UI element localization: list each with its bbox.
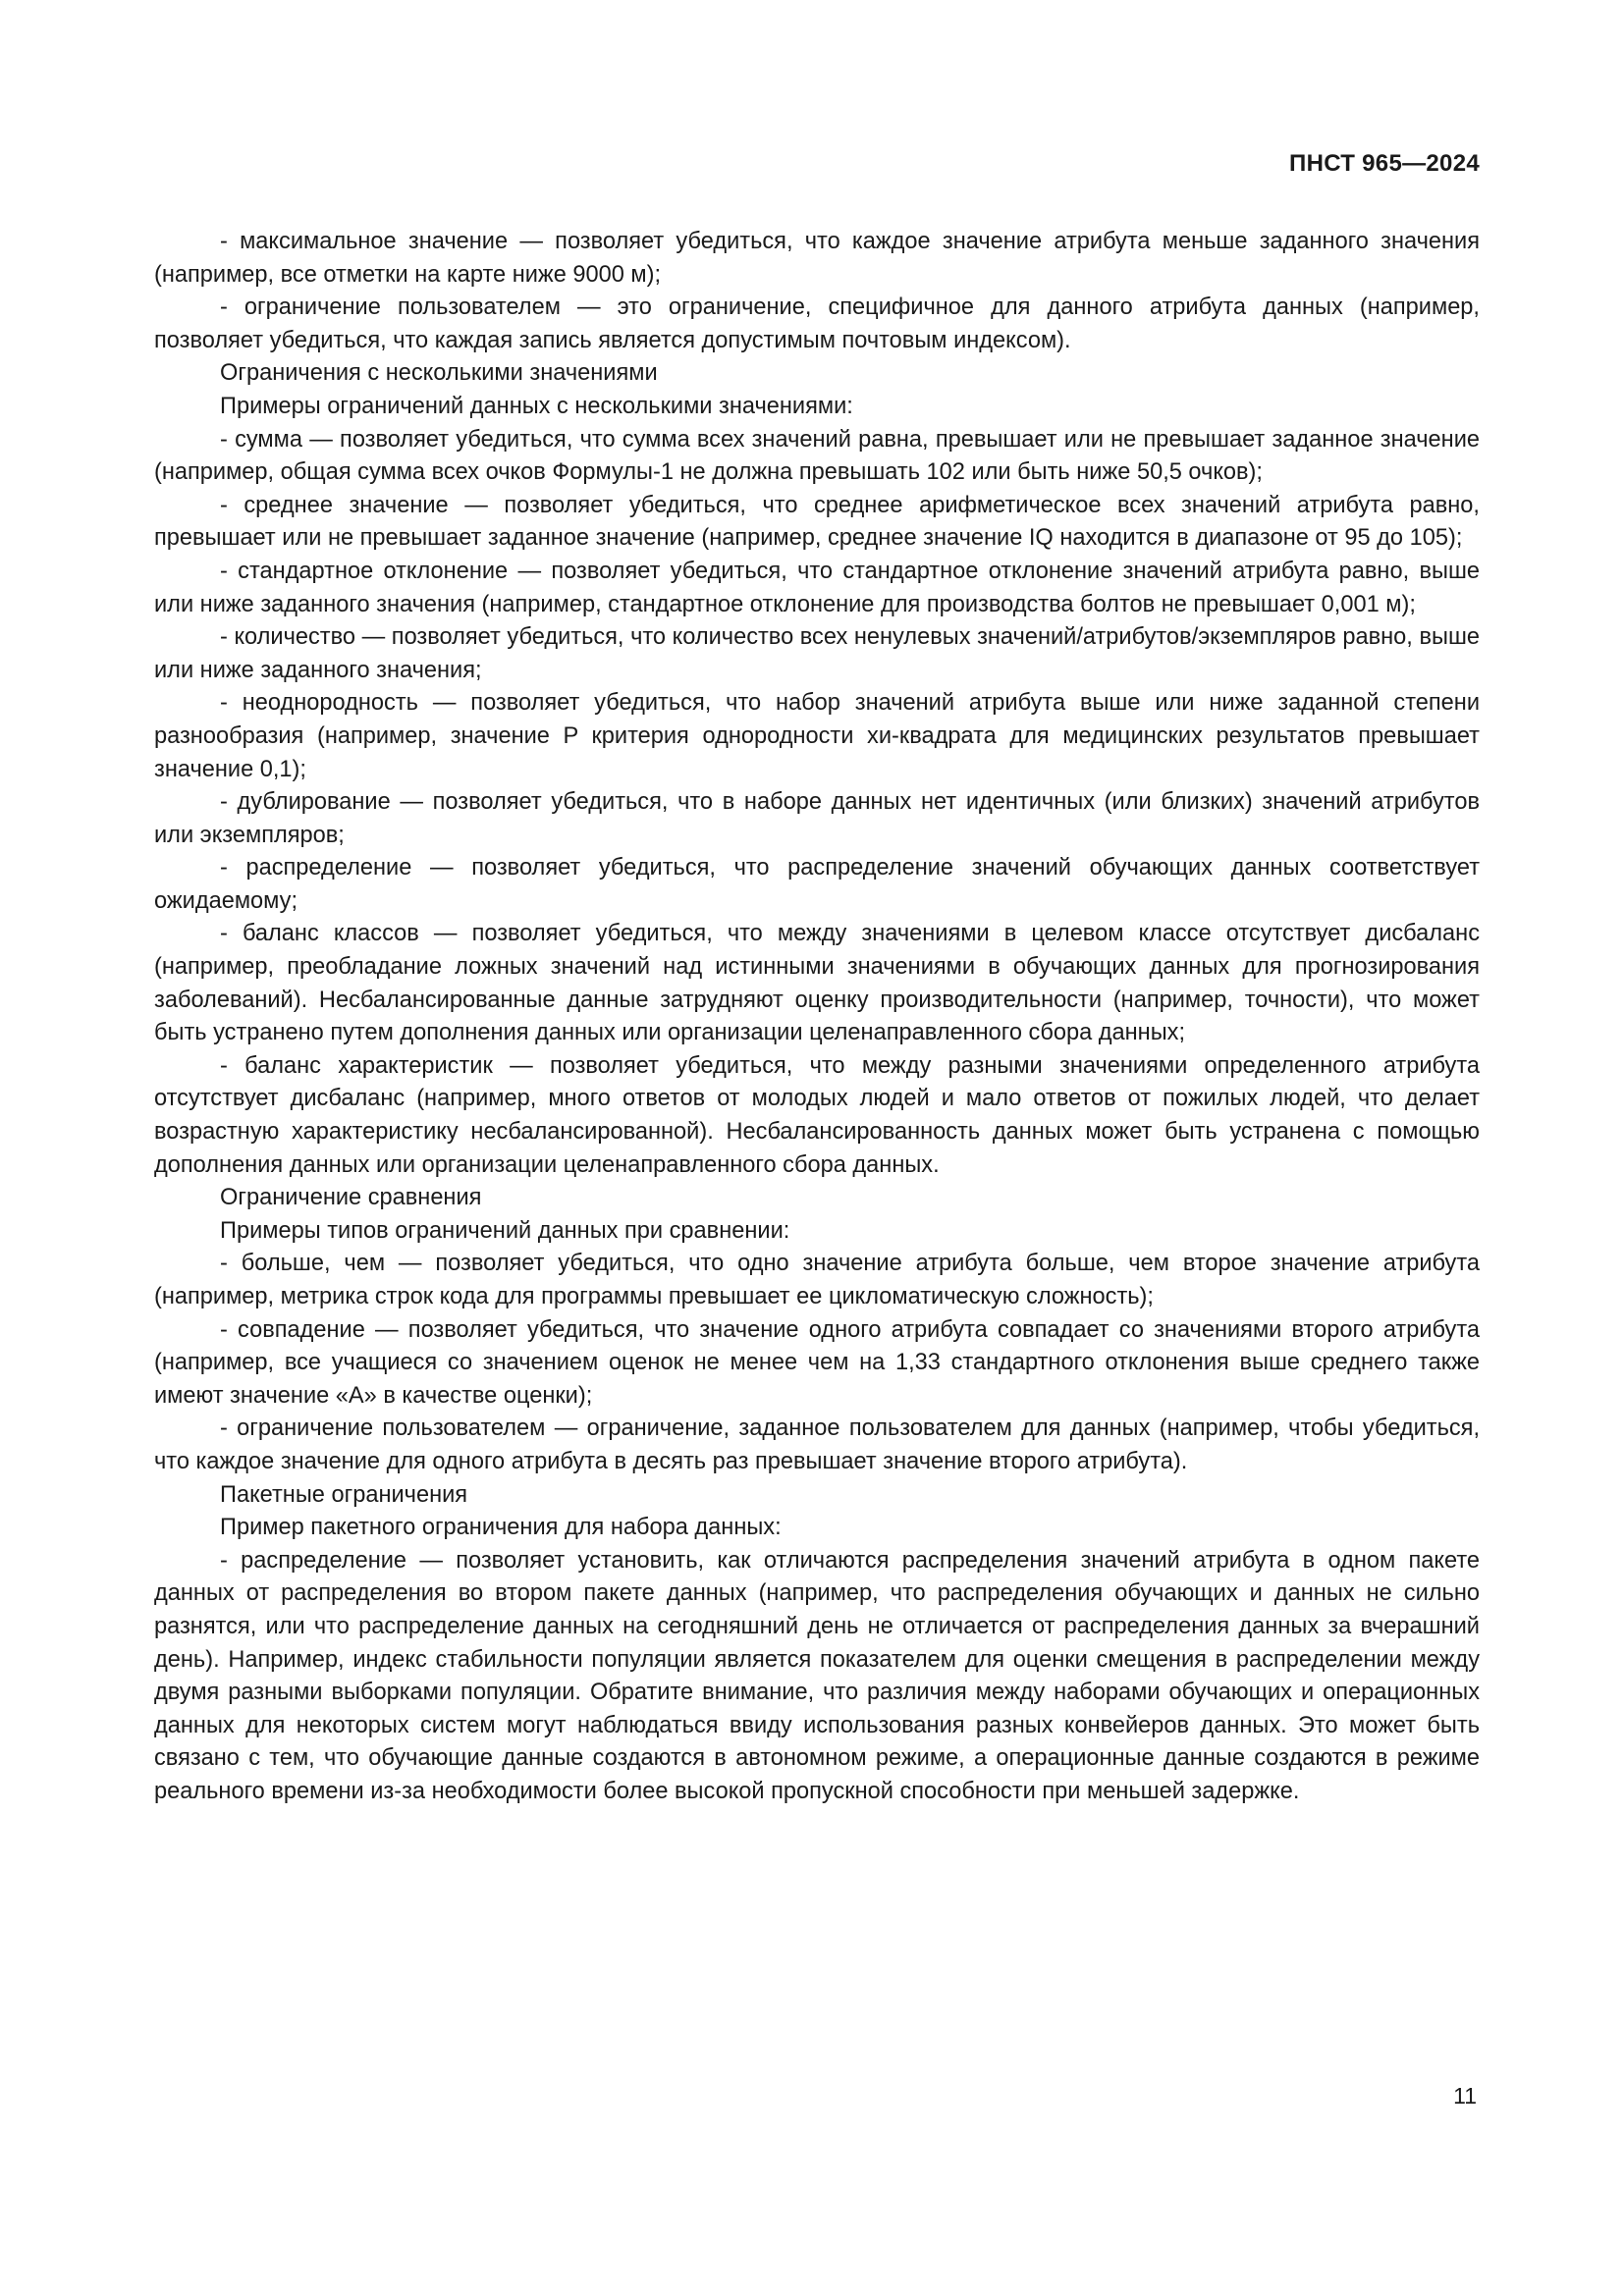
paragraph: - количество — позволяет убедиться, что количество всех ненулевых значений/атрибутов/экземпляров равно, выше или ниже заданного значения;	[154, 624, 1480, 683]
paragraph: - стандартное отклонение — позволяет убедиться, что стандартное отклонение значений атрибута равно, выше или ниже заданного значения (например, стандартное отклонение для производства болтов не превышает 0,001 м);	[154, 558, 1480, 617]
paragraph: - распределение — позволяет установить, как отличаются распределения значений атрибута в одном пакете данных от распределения во втором пакете данных (например, что распределения обучающих и данных не сильно разнятся, или что распределение данных на сегодняшний день не отличается от распределения данных за вчерашний день). Например, индекс стабильности популяции является показателем для оценки смещения в распределении между двумя разными выборками популяции. Обратите внимание, что различия между наборами обучающих и операционных данных для некоторых систем могут наблюдаться ввиду использования разных конвейеров данных. Это может быть связано с тем, что обучающие данные создаются в автономном режиме, а операционные данные создаются в режиме реального времени из-за необходимости более высокой пропускной способности при меньшей задержке.	[154, 1547, 1480, 1804]
paragraph: - баланс классов — позволяет убедиться, что между значениями в целевом классе отсутствует дисбаланс (например, преобладание ложных значений над истинными значениями в обучающих данных для прогнозирования заболеваний). Несбалансированные данные затрудняют оценку производительности (например, точности), что может быть устранено путем дополнения данных или организации целенаправленного сбора данных;	[154, 921, 1480, 1046]
page-number: 11	[1453, 2083, 1477, 2109]
section-heading: Пакетные ограничения	[220, 1481, 468, 1508]
paragraph: - баланс характеристик — позволяет убедиться, что между разными значениями определенного атрибута отсутствует дисбаланс (например, много ответов от молодых людей и мало ответов от пожилых людей, что делает возрастную характеристику несбалансированной). Несбалансированность данных может быть устранена с помощью дополнения данных или организации целенаправленного сбора данных.	[154, 1052, 1480, 1178]
section-heading: Ограничение сравнения	[220, 1185, 482, 1211]
paragraph: - среднее значение — позволяет убедиться, что среднее арифметическое всех значений атрибута равно, превышает или не превышает заданное значение (например, среднее значение IQ находится в диапазоне от 95 до 105);	[154, 492, 1480, 552]
paragraph: - ограничение пользователем — это ограничение, специфичное для данного атрибута данных (например, позволяет убедиться, что каждая запись является допустимым почтовым индексом).	[154, 294, 1480, 353]
paragraph: Пример пакетного ограничения для набора данных:	[220, 1515, 782, 1541]
paragraph: - распределение — позволяет убедиться, что распределение значений обучающих данных соответствует ожидаемому;	[154, 855, 1480, 914]
paragraph: - совпадение — позволяет убедиться, что значение одного атрибута совпадает со значениями второго атрибута (например, все учащиеся со значением оценок не менее чем на 1,33 стандартного отклонения выше среднего также имеют значение «А» в качестве оценки);	[154, 1316, 1480, 1409]
section-heading: Ограничения с несколькими значениями	[220, 360, 658, 387]
paragraph: - дублирование — позволяет убедиться, что в наборе данных нет идентичных (или близких) значений атрибутов или экземпляров;	[154, 789, 1480, 848]
paragraph: Примеры ограничений данных с несколькими значениями:	[220, 393, 853, 419]
document-code: ПНСТ 965—2024	[1289, 150, 1480, 177]
document-body	[154, 226, 1480, 1809]
paragraph: - ограничение пользователем — ограничение, заданное пользователем для данных (например, чтобы убедиться, что каждое значение для одного атрибута в десять раз превышает значение второго атрибута).	[154, 1415, 1480, 1474]
paragraph: Примеры типов ограничений данных при сравнении:	[220, 1217, 790, 1244]
paragraph: - больше, чем — позволяет убедиться, что одно значение атрибута больше, чем второе значение атрибута (например, метрика строк кода для программы превышает ее цикломатическую сложность);	[154, 1251, 1480, 1309]
paragraph: - максимальное значение — позволяет убедиться, что каждое значение атрибута меньше заданного значения (например, все отметки на карте ниже 9000 м);	[154, 229, 1480, 288]
paragraph: - неоднородность — позволяет убедиться, что набор значений атрибута выше или ниже заданной степени разнообразия (например, значение P критерия однородности хи-квадрата для медицинских результатов превышает значение 0,1);	[154, 690, 1480, 782]
paragraph: - сумма — позволяет убедиться, что сумма всех значений равна, превышает или не превышает заданное значение (например, общая сумма всех очков Формулы-1 не должна превышать 102 или быть ниже 50,5 очков);	[154, 426, 1480, 486]
